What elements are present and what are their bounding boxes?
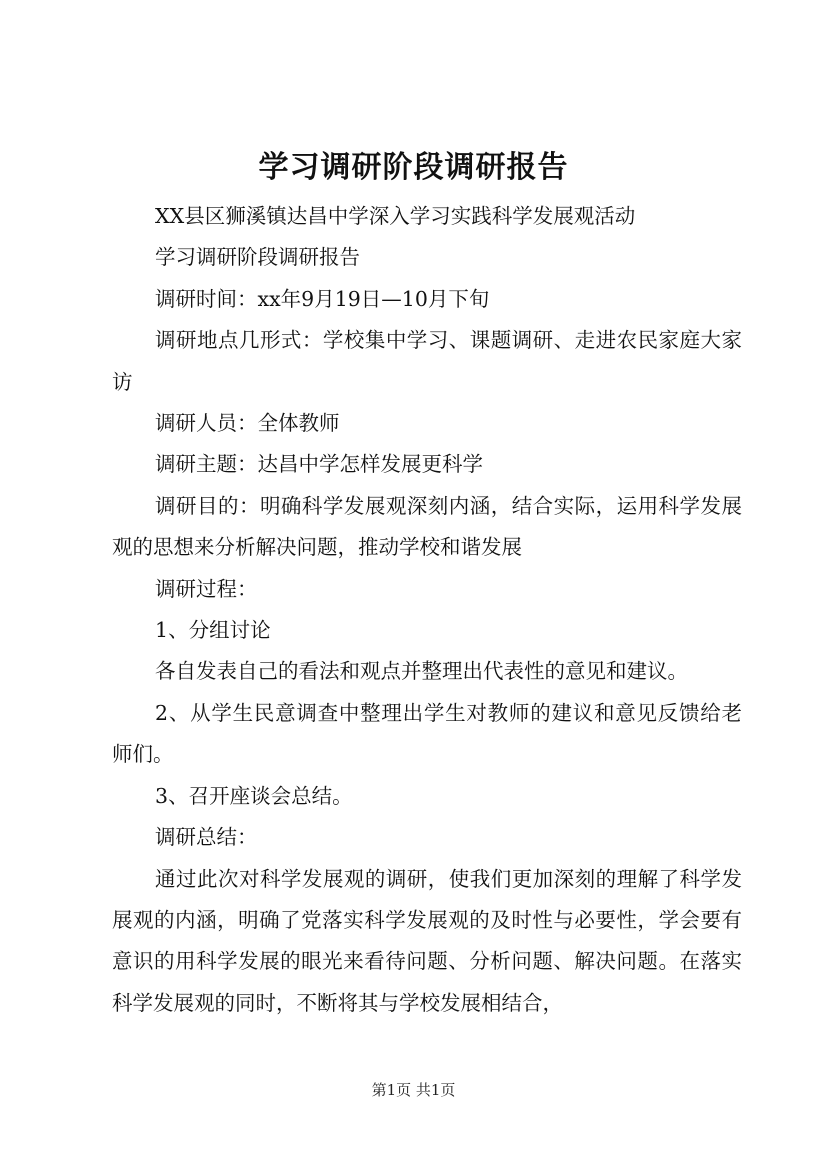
paragraph-report-subtitle: 学习调研阶段调研报告 <box>155 245 361 270</box>
paragraph-survey-summary: 通过此次对科学发展观的调研，使我们更加深刻的理解了科学发展观的内涵，明确了党落实科学发展观的及时性与必要性，学会要有意识的用科学发展的眼光来看待问题、分析问题、解决问题。在落实科学发展观的同时，不断将其与学校发展相结合， <box>112 866 742 1015</box>
paragraph-survey-theme: 调研主题：达昌中学怎样发展更科学 <box>155 452 484 477</box>
paragraph-survey-process-heading: 调研过程： <box>155 576 258 601</box>
paragraph-process-step-2: 2、从学生民意调查中整理出学生对教师的建议和意见反馈给老师们。 <box>112 700 742 767</box>
paragraph-process-step-3: 3、召开座谈会总结。 <box>155 783 353 808</box>
paragraph-survey-time: 调研时间：xx年9月19日—10月下旬 <box>155 286 490 311</box>
paragraph-survey-purpose: 调研目的：明确科学发展观深刻内涵，结合实际，运用科学发展观的思想来分析解决问题，推动学校和谐发展 <box>112 493 742 560</box>
paragraph-process-step-1-detail: 各自发表自己的看法和观点并整理出代表性的意见和建议。 <box>155 659 689 684</box>
paragraph-survey-summary-heading: 调研总结： <box>155 825 258 850</box>
paragraph-process-step-1: 1、分组讨论 <box>155 618 271 643</box>
document-title: 学习调研阶段调研报告 <box>258 150 569 185</box>
page-footer: 第1页 共1页 <box>371 1081 456 1099</box>
paragraph-survey-staff: 调研人员：全体教师 <box>155 411 340 436</box>
document-body <box>112 196 742 1024</box>
paragraph-school-activity: XX县区狮溪镇达昌中学深入学习实践科学发展观活动 <box>155 204 636 228</box>
paragraph-survey-location: 调研地点几形式：学校集中学习、课题调研、走进农民家庭大家访 <box>112 328 742 394</box>
